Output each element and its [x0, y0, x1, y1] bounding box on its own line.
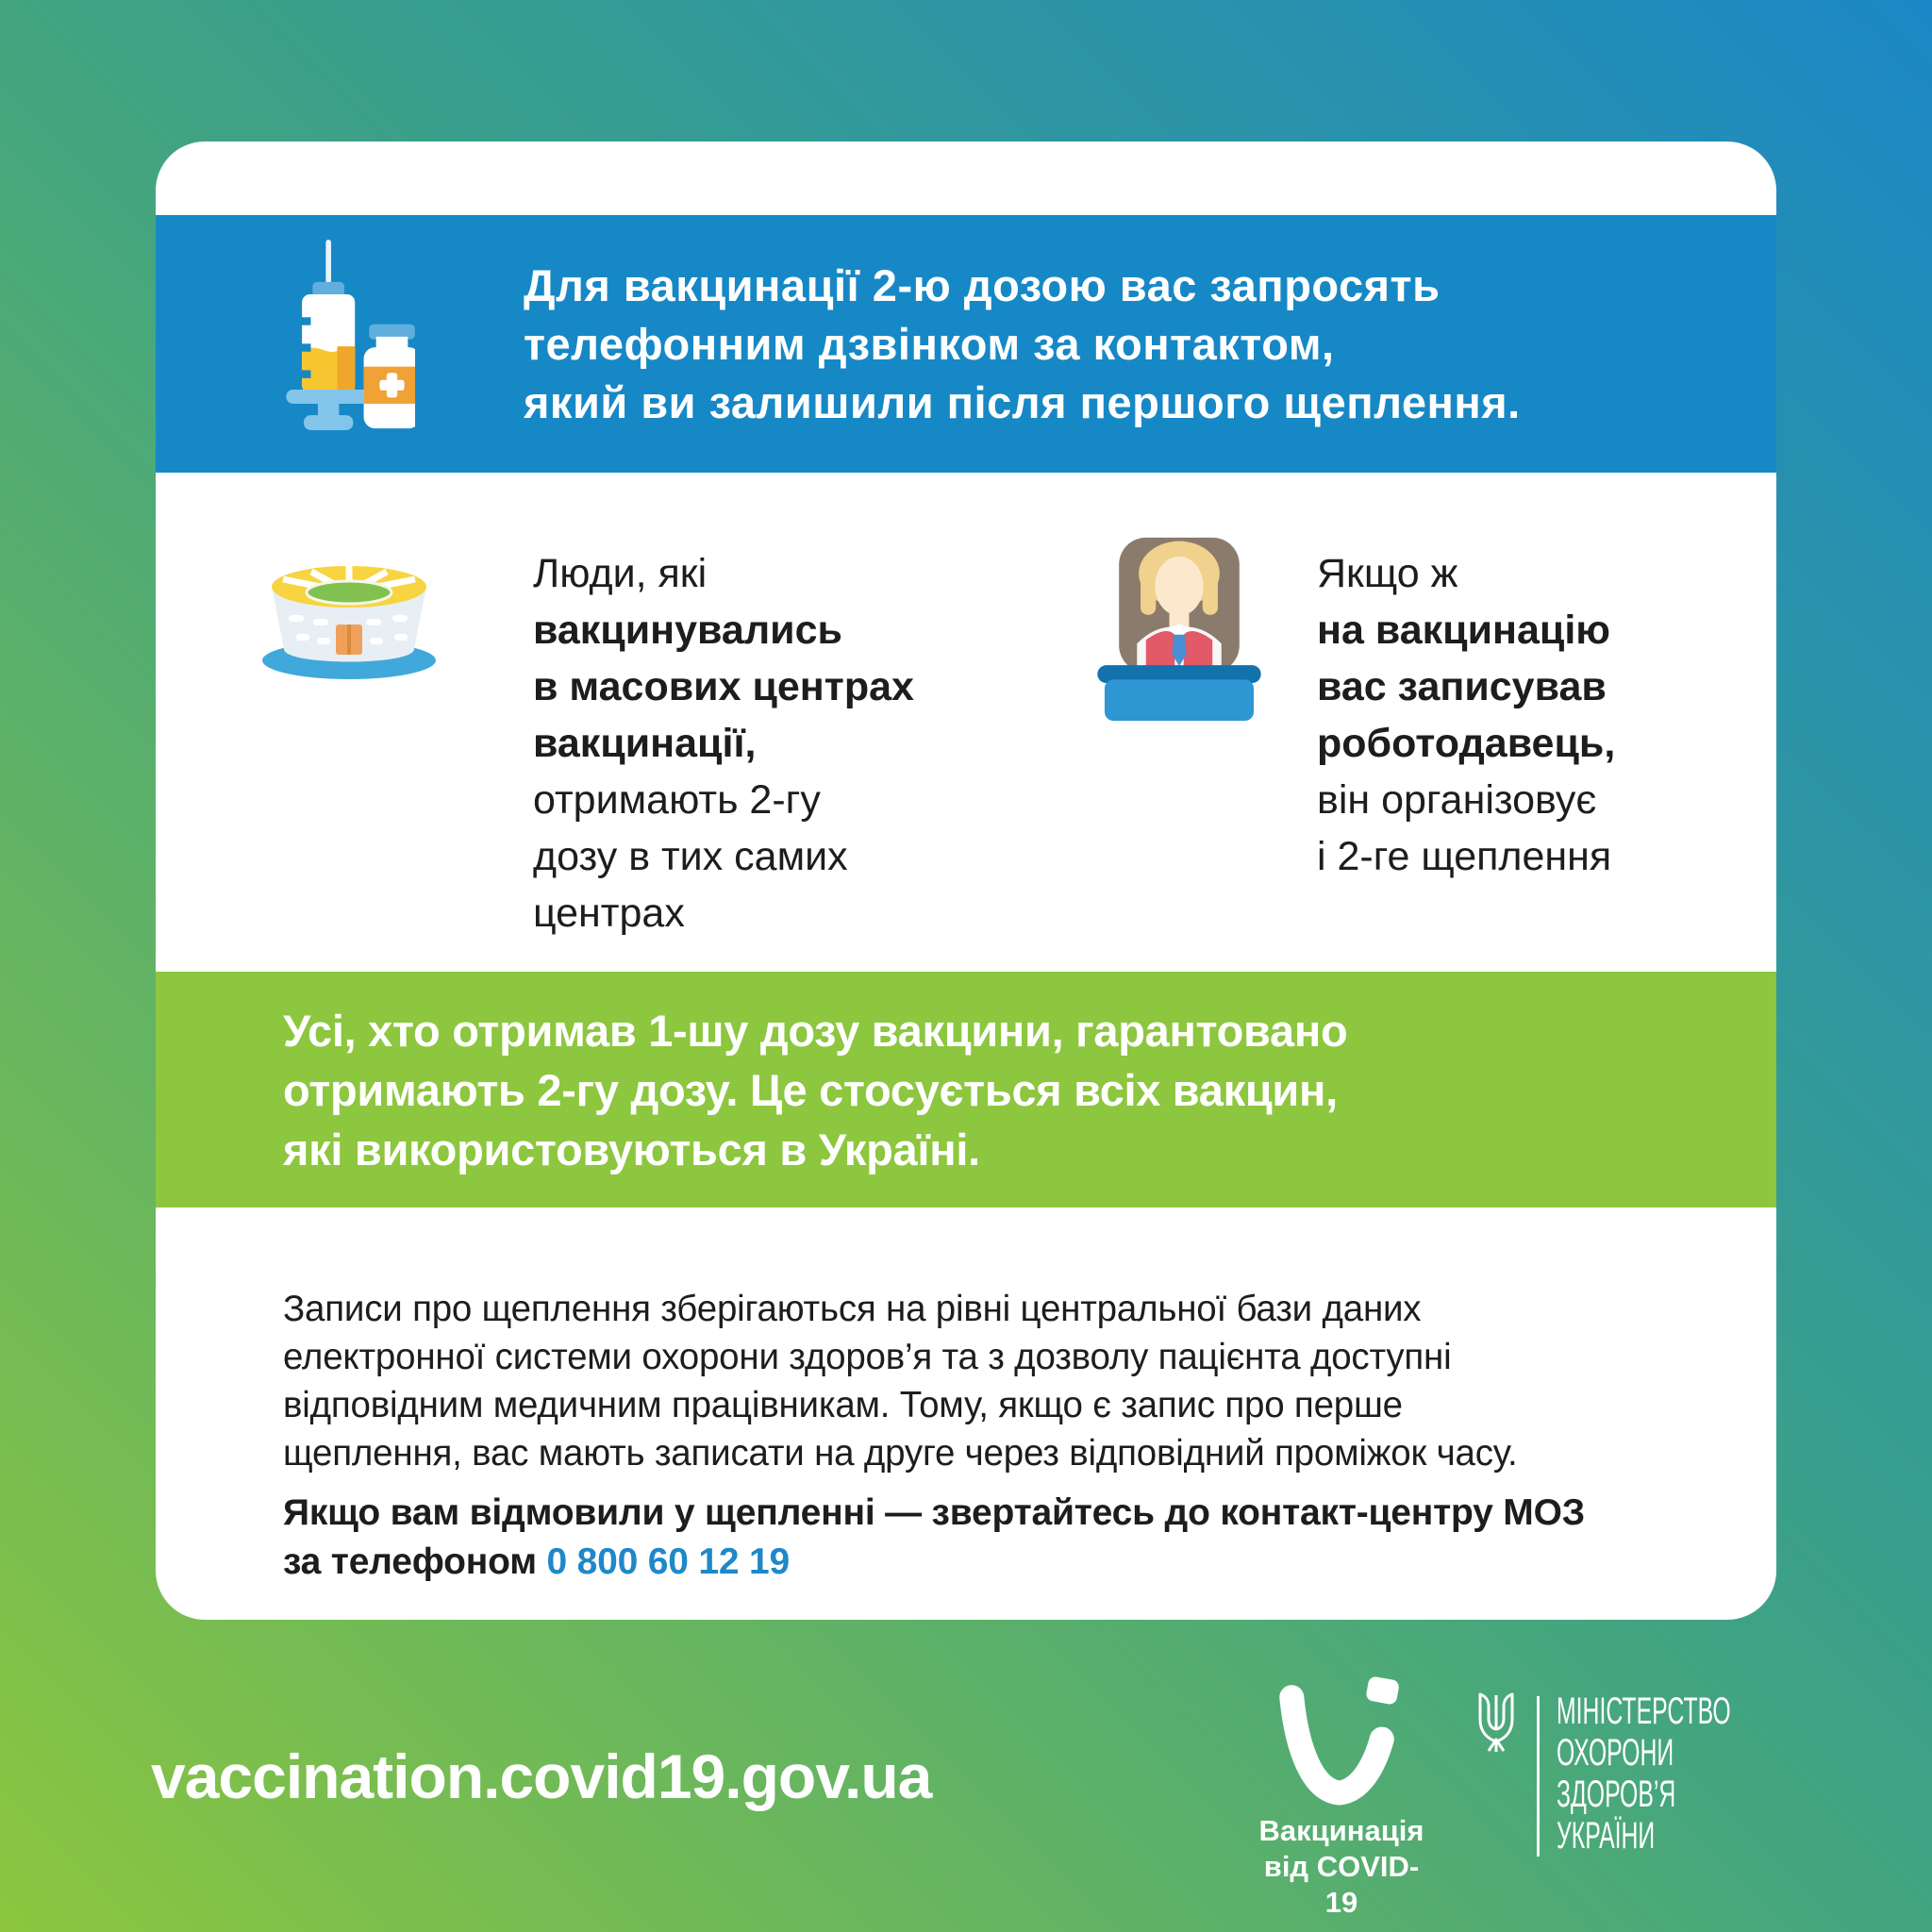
records-paragraph	[283, 1285, 1517, 1477]
ministry-line: МІНІСТЕРСТВО	[1557, 1690, 1731, 1732]
ministry-line: УКРАЇНИ	[1557, 1815, 1656, 1857]
paragraph-line: щеплення, вас мають записати на друге через відповідний проміжок часу.	[283, 1433, 1518, 1474]
right-column-line: на вакцинацію	[1317, 608, 1610, 653]
v-logo-caption-line: Вакцинація	[1258, 1814, 1424, 1847]
v-checkmark-logo	[1274, 1675, 1401, 1812]
v-logo-caption	[1252, 1813, 1431, 1921]
header-line: який ви залишили після першого щеплення.	[524, 376, 1521, 427]
header-text	[524, 257, 1521, 432]
stadium-icon	[255, 549, 443, 686]
paragraph-line: Записи про щеплення зберігаються на рівні центральної бази даних	[283, 1289, 1422, 1329]
banner-line: які використовуються в Україні.	[283, 1124, 980, 1174]
receptionist-desk-icon	[1085, 532, 1274, 731]
header-line: Для вакцинації 2-ю дозою вас запросять	[524, 259, 1441, 310]
banner-text	[283, 1001, 1776, 1179]
contact-phone-line	[283, 1538, 1585, 1587]
left-column-line: вакцинації,	[533, 721, 757, 766]
guarantee-banner	[156, 972, 1776, 1208]
left-column-line: в масових центрах	[533, 664, 914, 709]
paragraph-line: відповідним медичним працівникам. Тому, якщо є запис про перше	[283, 1385, 1403, 1425]
banner-line: отримають 2-гу дозу. Це стосується всіх вакцин,	[283, 1064, 1338, 1115]
syringe-vial-icon	[274, 240, 415, 435]
contact-note-line: Якщо вам відмовили у щепленні — звертайтесь до контакт-центру МОЗ	[283, 1492, 1585, 1533]
left-column-line: дозу в тих самих	[533, 834, 848, 879]
ministry-line: ЗДОРОВ’Я	[1557, 1774, 1676, 1815]
left-column-text	[533, 545, 914, 941]
left-column-line: центрах	[533, 891, 685, 936]
right-column-line: він організовує	[1317, 777, 1597, 823]
info-card	[156, 142, 1776, 1620]
right-column-line: вас записував	[1317, 664, 1607, 709]
campaign-url: vaccination.covid19.gov.ua	[151, 1741, 932, 1811]
hotline-phone-number: 0 800 60 12 19	[546, 1541, 790, 1582]
right-column-line: роботодавець,	[1317, 721, 1616, 766]
banner-line: Усі, хто отримав 1-шу дозу вакцини, гарантовано	[283, 1005, 1348, 1056]
right-column-line: і 2-ге щеплення	[1317, 834, 1612, 879]
left-column-line: вакцинувались	[533, 608, 842, 653]
header-band	[156, 215, 1776, 473]
v-logo-caption-line: від COVID-19	[1263, 1850, 1420, 1919]
footer-divider	[1537, 1696, 1540, 1857]
left-column-line: отримають 2-гу	[533, 777, 821, 823]
header-line: телефонним дзвінком за контактом,	[524, 318, 1335, 369]
trident-emblem-icon	[1475, 1691, 1517, 1758]
right-column-line: Якщо ж	[1317, 551, 1458, 596]
ministry-logo-text	[1557, 1690, 1731, 1857]
left-column-line: Люди, які	[533, 551, 708, 596]
right-column-text	[1317, 545, 1615, 885]
phone-prefix: за телефоном	[283, 1541, 547, 1582]
contact-note	[283, 1489, 1585, 1587]
ministry-line: ОХОРОНИ	[1557, 1732, 1674, 1774]
paragraph-line: електронної системи охорони здоров’я та з дозволу пацієнта доступні	[283, 1337, 1452, 1377]
